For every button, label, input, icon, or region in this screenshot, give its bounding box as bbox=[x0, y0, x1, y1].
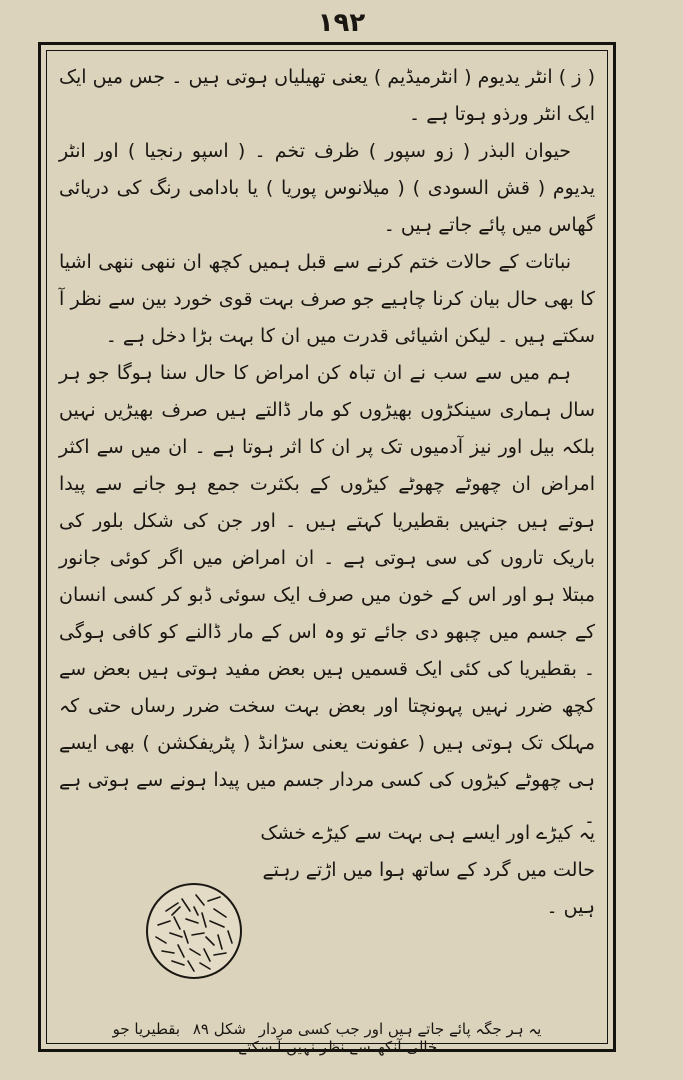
paragraph-4: ہم میں سے سب نے ان تباہ کن امراض کا حال سنا ہوگا جو ہر سال ہماری سینکڑوں بھیڑوں کو مار ڈالتے ہیں صرف بھیڑیں نہیں بلکہ بیل اور نیز آدمیوں تک پر ان کا اثر ہوتا ہے ۔ ان میں سے اکثر امراض ان چھوٹے چھوٹے کیڑوں کے بکثرت جمع ہو جانے سے پیدا ہوتے ہیں جنہیں بقطیریا کہتے ہیں ۔ اور جن کی شکل بلور کی باریک تاروں کی سی ہوتی ہے ۔ ان امراض میں اگر کوئی جانور مبتلا ہو اور اس کے خون میں صرف ایک سوئی ڈبو کر کسی انسان کے جسم میں چبھو دی جائے تو وہ اس کے مار ڈالنے کو کافی ہوگی ۔ بقطیریا کی کئی ایک قسمیں ہیں بعض مفید ہوتی ہیں بعض سے کچھ ضرر نہیں پہونچتا اور بعض بہت سخت ضرر رساں حتی کہ مہلک تک ہوتی ہیں ( عفونت یعنی سڑانڈ ( پٹریفکشن ) بھی ایسے ہی چھوٹے کیڑوں کی کسی مردار جسم میں پیدا ہونے سے ہوتی ہے ۔ bbox=[59, 362, 595, 828]
page-number: ۱۹۲ bbox=[317, 8, 366, 38]
figure-caption: بقطیریا جو خالی آنکھ سے نظر نہیں آ سکتے ۔ bbox=[112, 1020, 438, 1056]
paragraph-2: حیوان البذر ( زو سپور ) ظرف تخم ۔ ( اسپو رنجیا ) اور انٹر یدیوم ( قش السودی ) ( میلانوس پوریا ) یا بادامی رنگ کی دریائی گھاس میں پائے جاتے ہیں ۔ bbox=[59, 140, 595, 236]
bottom-text: یہ ہر جگہ پائے جاتے ہیں اور جب کسی مردار bbox=[258, 1020, 542, 1038]
main-text bbox=[59, 59, 595, 836]
figure-circle bbox=[147, 884, 241, 978]
figure-label: شکل ۸۹ bbox=[192, 1020, 246, 1038]
side-text: یہ کیڑے اور ایسے ہی بہت سے کیڑے خشک حالت میں گرد کے ساتھ ہوا میں اڑتے رہتے ہیں ۔ bbox=[260, 822, 595, 918]
side-text-block bbox=[260, 815, 595, 926]
bacteria-figure bbox=[144, 881, 244, 981]
paragraph-1: ( ز ) انٹر یدیوم ( انٹرمیڈیم ) یعنی تھیلیاں ہوتی ہیں ۔ جس میں ایک ایک انٹر ورذو ہوتا ہے ۔ bbox=[59, 66, 595, 125]
paragraph-3: نباتات کے حالات ختم کرنے سے قبل ہمیں کچھ ان ننھی ننھی اشیا کا بھی حال بیان کرنا چاہیے جو صرف بہت قوی خورد بین سے نظر آ سکتے ہیں ۔ لیکن اشیائی قدرت میں ان کا بہت بڑا دخل ہے ۔ bbox=[59, 251, 595, 347]
footer-line bbox=[99, 1020, 555, 1056]
page-frame bbox=[38, 42, 616, 1056]
